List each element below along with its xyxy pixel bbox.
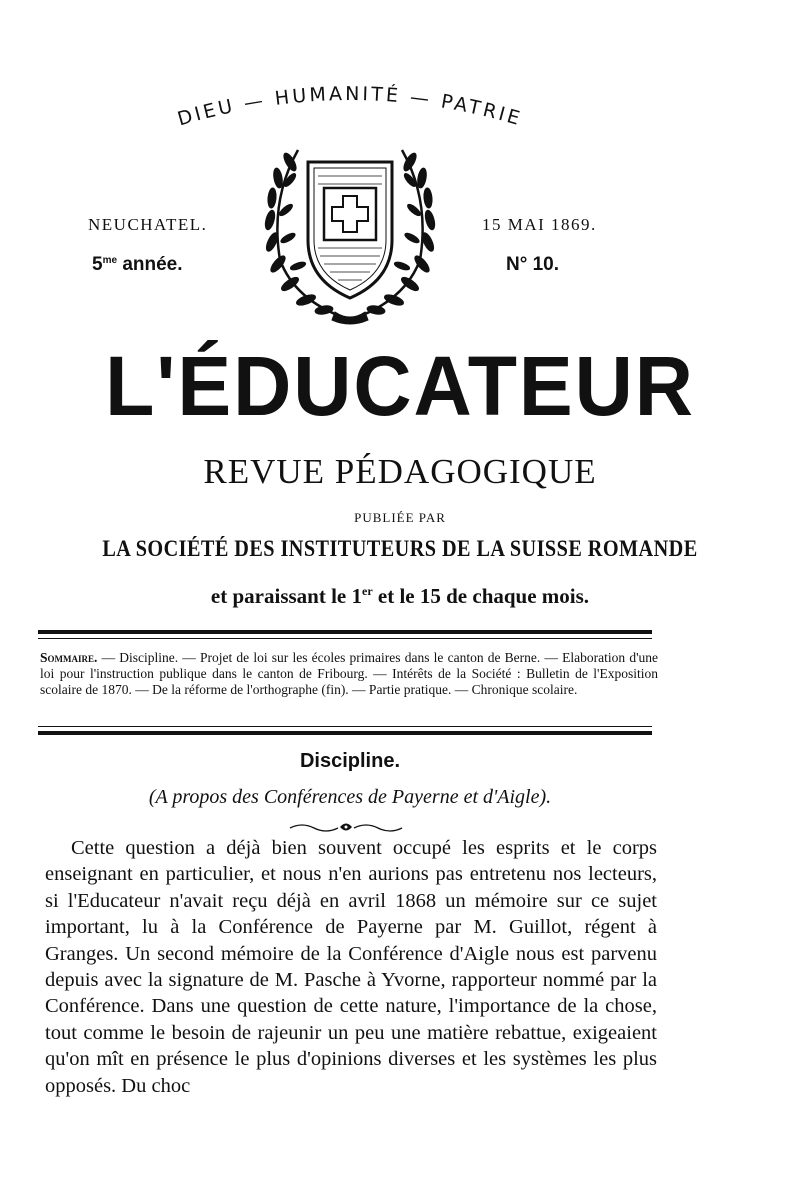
divider-rule — [38, 726, 652, 727]
motto-text: DIEU — HUMANITÉ — PATRIE — [175, 82, 525, 131]
publication-date: 15 MAI 1869. — [482, 215, 597, 234]
divider-rule — [38, 731, 652, 735]
coat-of-arms-emblem — [250, 140, 450, 325]
divider-rule — [38, 630, 652, 634]
frequency-sup: er — [362, 584, 373, 598]
year-suffix: me — [102, 255, 118, 266]
divider-rule — [38, 638, 652, 639]
frequency-post: et le 15 de chaque mois. — [372, 584, 590, 608]
summary-lead: Sommaire. — [40, 650, 98, 665]
publication-city: NEUCHATEL. — [88, 215, 208, 234]
year-number: 5 — [92, 254, 103, 275]
article-body — [45, 835, 657, 1099]
motto-arc — [140, 70, 560, 150]
summary-block — [40, 650, 658, 698]
frequency-pre: et paraissant le 1 — [210, 584, 362, 608]
article-title: Discipline. — [299, 750, 401, 772]
published-by: PUBLIÉE PAR — [354, 510, 446, 525]
publication-year — [92, 254, 183, 276]
summary-text: — Discipline. — Projet de loi sur les écoles primaires dans le canton de Berne. — Elaboration d'une loi pour l'instruction publique dans le canton de Fribourg. — Intérêts de la Société : Bulletin de l'Exposition scolaire de 1870. — De la réforme de l'orthographe (fin). — Partie pratique. — Chronique scolaire. — [40, 650, 658, 697]
society-name: LA SOCIÉTÉ DES INSTITUTEURS DE LA SUISSE ROMANDE — [102, 536, 698, 561]
year-word: année. — [122, 254, 183, 275]
publication-frequency — [0, 584, 800, 609]
swiss-cross-icon — [324, 188, 376, 240]
issue-number: N° 10. — [506, 254, 560, 275]
masthead-subtitle: REVUE PÉDAGOGIQUE — [203, 452, 597, 491]
masthead-title: L'ÉDUCATEUR — [105, 339, 695, 433]
article-paragraph: Cette question a déjà bien souvent occupé les esprits et le corps enseignant en particulier, et nous n'en aurions pas entretenu nos lecteurs, si l'Educateur n'avait reçu déjà en avril 1868 un mémoire sur ce sujet important, lu à la Conférence de Payerne par M. Guillot, régent à Granges. Un second mémoire de la Conférence d'Aigle nous est parvenu depuis avec la signature de M. Pasche à Yvorne, rapporteur nommé par la Conférence. Dans une question de cette nature, l'importance de la chose, tout comme le besoin de rajeunir un peu une matière rebattue, exigeaient qu'on mît en présence le plus d'opinions diverses et les systèmes les plus opposés. Du choc — [45, 837, 657, 1097]
ornament-flourish-icon — [288, 820, 404, 834]
article-subtitle: (A propos des Conférences de Payerne et d'Aigle). — [148, 786, 552, 808]
